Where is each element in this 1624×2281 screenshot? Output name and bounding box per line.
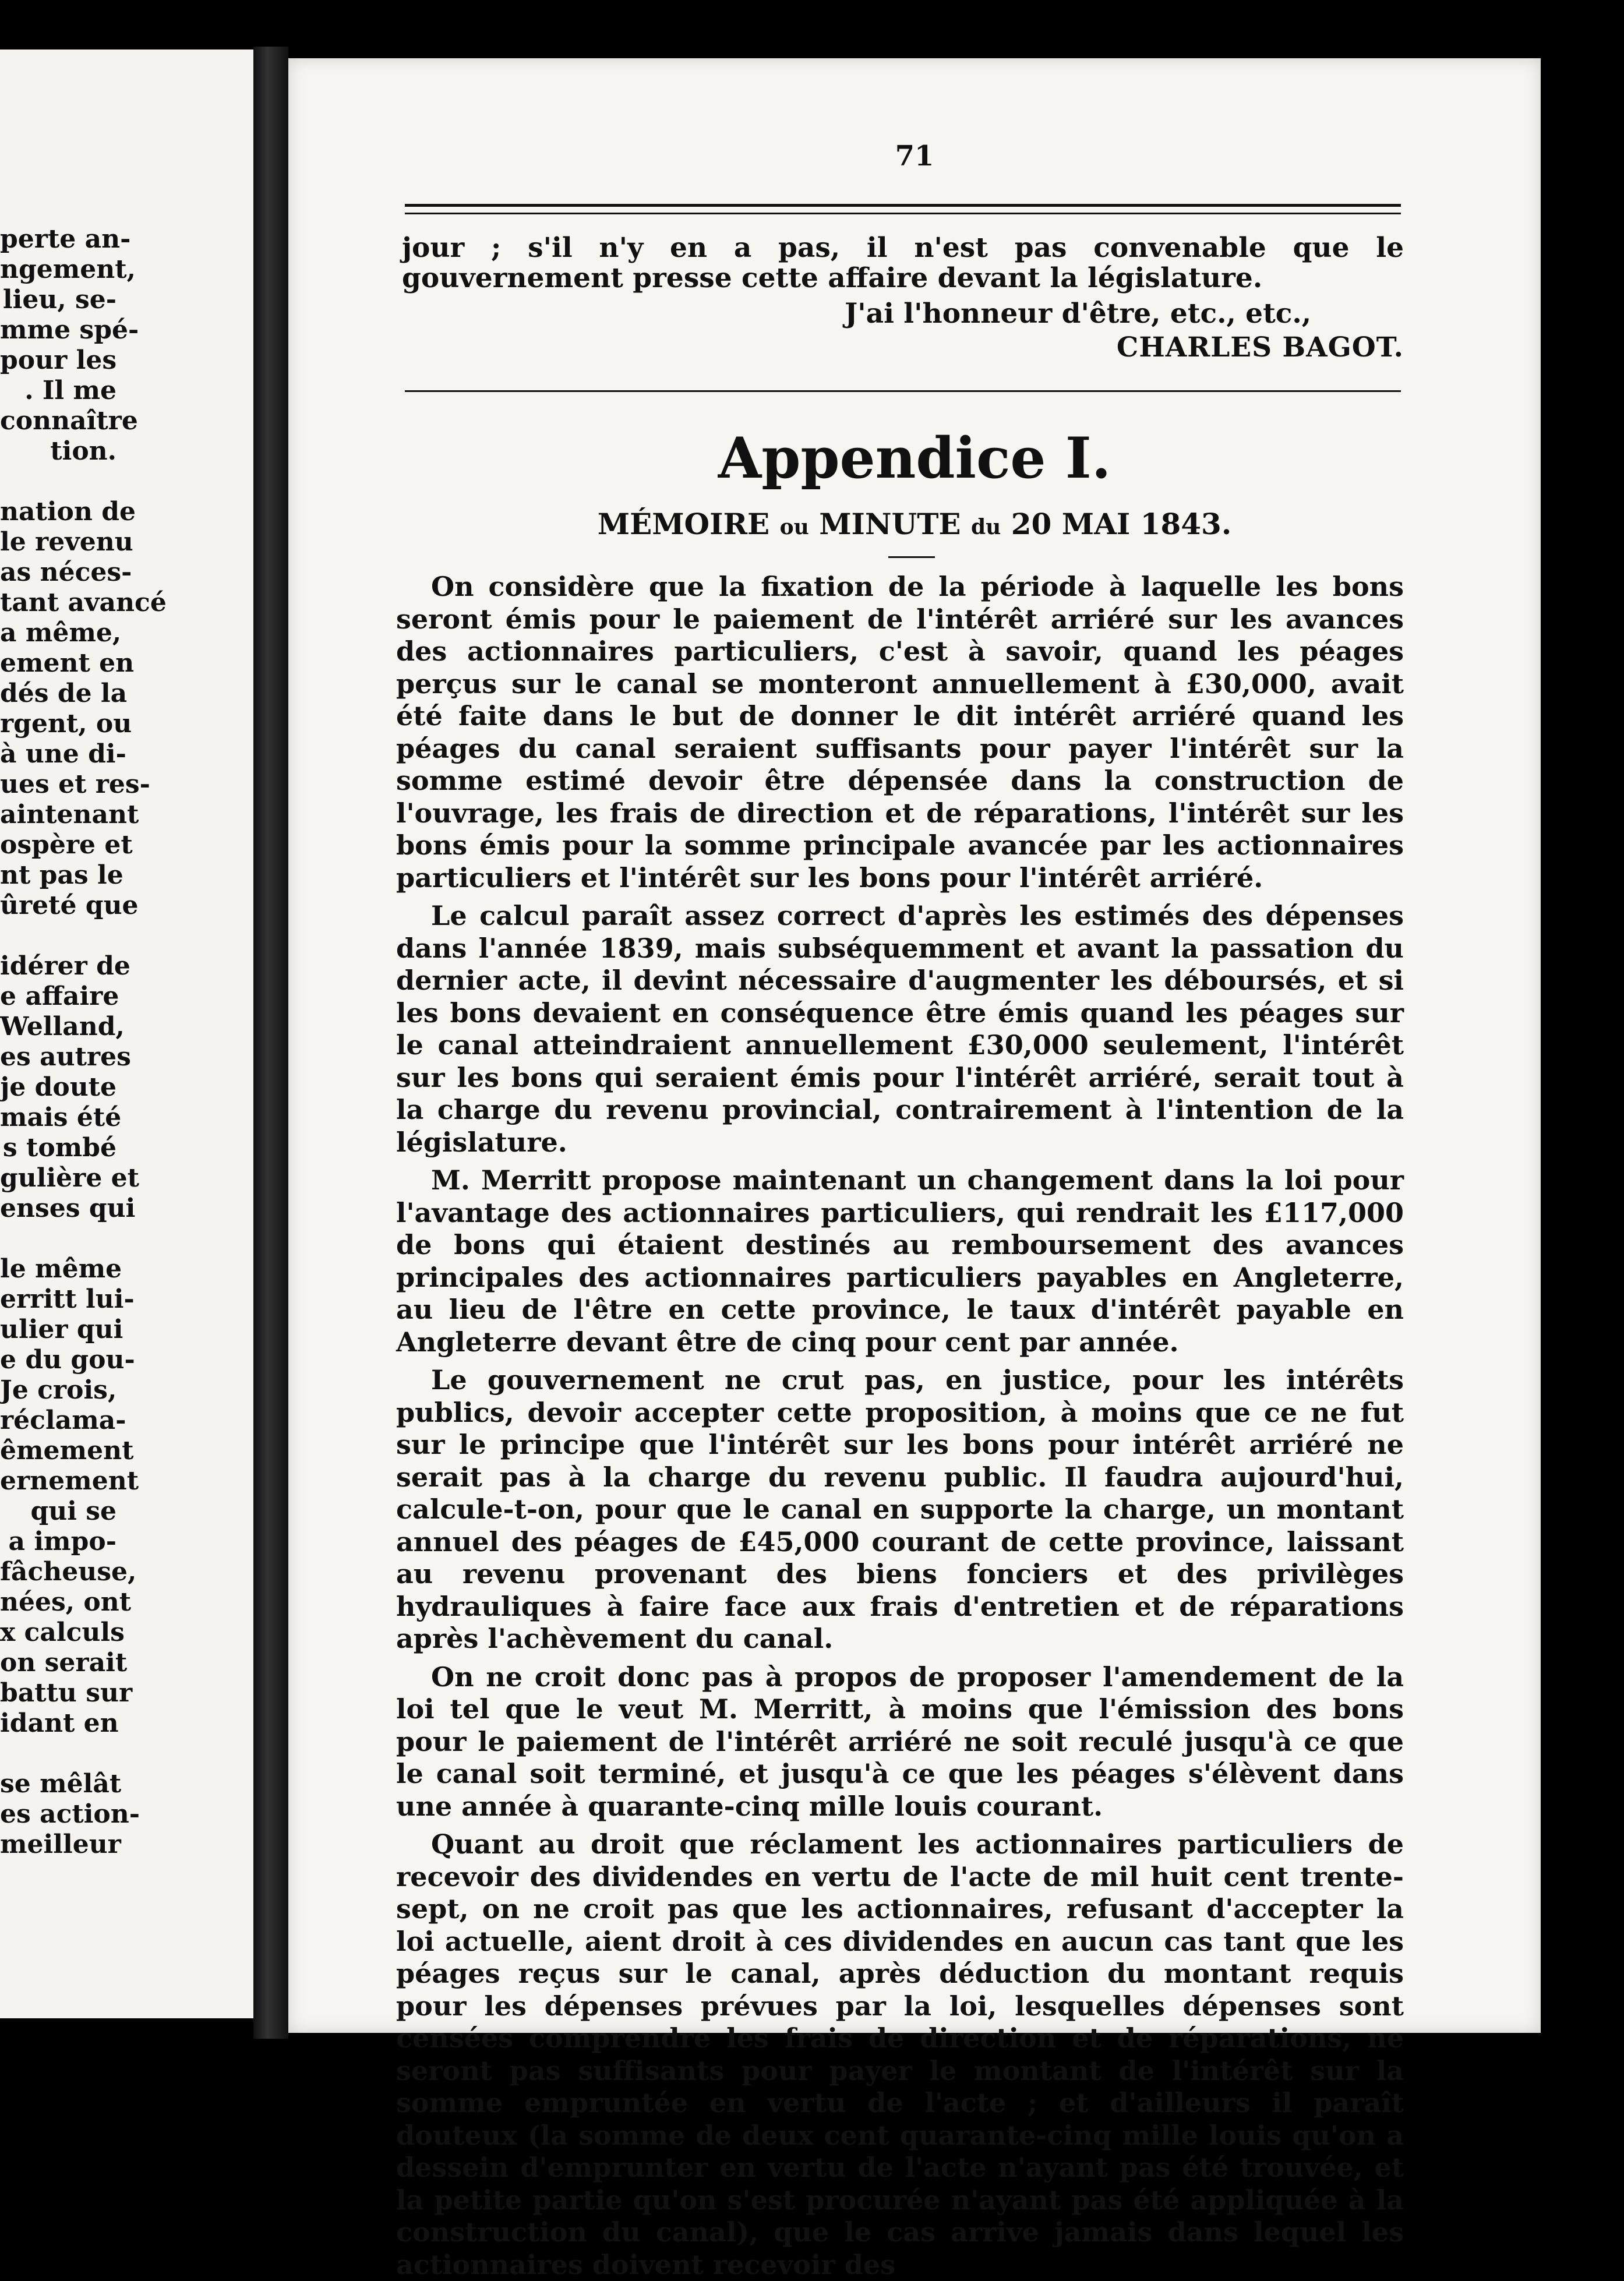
left-page-line: ngement,: [0, 255, 136, 284]
paragraph: On ne croit donc pas à propos de proposer l'amendement de la loi tel que le veut M. Merritt, à moins que l'émission des bons pour le paiement de l'intérêt arriéré ne soit reculé jusqu'à ce que le canal soit terminé, et jusqu'à ce que les péages s'élèvent dans une année à quarante-cinq mille louis courant.: [396, 1661, 1404, 1822]
left-facing-page: [0, 50, 255, 2018]
left-page-line: a impo-: [8, 1527, 116, 1556]
left-page-line: enses qui: [0, 1194, 136, 1223]
subtitle-memoire: MÉMOIRE: [597, 507, 770, 541]
letter-closing-text: jour ; s'il n'y en a pas, il n'est pas convenable que le gouvernement presse cette affaire devant la législature.: [402, 232, 1404, 294]
left-page-line: Je crois,: [0, 1375, 117, 1405]
left-page-line: ues et res-: [0, 769, 150, 799]
left-page-line: es autres: [0, 1042, 131, 1072]
left-page-line: . Il me: [24, 376, 116, 405]
left-page-line: es action-: [0, 1799, 140, 1829]
left-page-line: e affaire: [0, 981, 119, 1011]
left-page-line: tant avancé: [0, 588, 167, 617]
left-page-line: aintenant: [0, 800, 139, 829]
short-divider: [888, 556, 935, 558]
book-spine: [253, 47, 288, 2039]
left-page-line: nt pas le: [0, 860, 123, 890]
left-page-line: [0, 467, 116, 497]
section-rule: [405, 390, 1401, 392]
left-page-line: on serait: [0, 1648, 128, 1678]
paragraph: Le calcul paraît assez correct d'après les estimés des dépenses dans l'année 1839, mais subséquemment et avant la passation du dernier acte, il devint nécessaire d'augmenter les déboursés, et si les bons devaient en conséquence être émis quand les péages sur le canal atteindraient annuellement £30,000 seulement, l'intérêt sur les bons qui seraient émis pour l'intérêt arriéré, serait tout à la charge du revenu provincial, contrairement à l'intention de la législature.: [396, 900, 1404, 1158]
page-number: 71: [895, 140, 934, 172]
header-double-rule: [405, 204, 1401, 214]
left-page-line: rgent, ou: [0, 709, 132, 739]
left-page-line: [0, 921, 116, 951]
left-page-line: ernement: [0, 1466, 139, 1496]
left-page-line: a même,: [0, 618, 122, 648]
appendix-subtitle: [288, 507, 1541, 541]
appendix-body: [396, 571, 1404, 2281]
left-page-line: meilleur: [0, 1830, 121, 1859]
subtitle-date: 20 MAI 1843.: [1011, 507, 1232, 541]
left-page-line: [0, 1739, 116, 1769]
left-page-line: x calculs: [0, 1618, 125, 1647]
signature: CHARLES BAGOT.: [1116, 331, 1404, 363]
left-page-line: gulière et: [0, 1163, 139, 1193]
left-page-line: battu sur: [0, 1678, 133, 1708]
left-page-line: ûreté que: [0, 891, 139, 920]
left-page-line: ulier qui: [0, 1315, 123, 1344]
left-page-line: tion.: [50, 436, 116, 466]
left-page-text: [0, 224, 167, 1860]
appendix-title: Appendice I.: [718, 425, 1111, 491]
left-page-line: fâcheuse,: [0, 1557, 137, 1587]
left-page-line: nées, ont: [0, 1587, 132, 1617]
left-page-line: le même: [0, 1254, 122, 1284]
left-page-line: connaître: [0, 406, 138, 436]
left-page-line: ement en: [0, 648, 135, 678]
left-page-line: e du gou-: [0, 1345, 135, 1375]
left-page-line: à une di-: [0, 739, 126, 769]
left-page-line: dés de la: [0, 679, 128, 708]
left-page-line: êmement: [0, 1436, 134, 1466]
left-page-line: idant en: [0, 1708, 119, 1738]
left-page-line: idérer de: [0, 951, 130, 981]
letter-closing: [402, 297, 1404, 365]
left-page-line: perte an-: [0, 224, 131, 254]
left-page-line: nation de: [0, 497, 136, 527]
left-page-line: je doute: [0, 1072, 116, 1102]
left-page-line: mme spé-: [0, 315, 139, 345]
left-page-line: lieu, se-: [2, 285, 116, 315]
paragraph: Le gouvernement ne crut pas, en justice, pour les intérêts publics, devoir accepter cette proposition, à moins que ce ne fut sur le principe que l'intérêt sur les bons pour intérêt arriéré ne serait pas à la charge du revenu public. Il faudra aujourd'hui, calcule-t-on, pour que le canal en supporte la charge, un montant annuel des péages de £45,000 courant de cette province, laissant au revenu provenant des biens fonciers et des privilèges hydrauliques à faire face aux frais d'entretien et de réparations après l'achèvement du canal.: [396, 1364, 1404, 1654]
left-page-line: erritt lui-: [0, 1284, 135, 1314]
salutation: J'ai l'honneur d'être, etc., etc.,: [845, 298, 1312, 330]
left-page-line: pour les: [0, 345, 117, 375]
left-page-line: mais été: [0, 1103, 122, 1132]
left-page-line: ospère et: [0, 830, 133, 860]
subtitle-du: du: [970, 515, 1001, 539]
paragraph: Quant au droit que réclament les actionnaires particuliers de recevoir des dividendes en vertu de l'acte de mil huit cent trente-sept, on ne croit pas que les actionnaires, refusant d'accepter la loi actuelle, aient droit à ces dividendes en aucun cas tant que les péages reçus sur le canal, après déduction du montant requis pour les dépenses prévues par la loi, lesquelles dépenses sont censées comprendre les frais de direction et de réparations, ne seront pas suffisants pour payer le montant de l'intérêt sur la somme empruntée en vertu de l'acte ; et d'ailleurs il paraît douteux (la somme de deux cent quarante-cinq mille louis qu'on a dessein d'emprunter en vertu de l'acte n'ayant pas été trouvée, et la petite partie qu'on s'est procurée n'ayant pas été appliquée à la construction du canal), que le cas arrive jamais dans lequel les actionnaires doivent recevoir des: [396, 1828, 1404, 2280]
left-page-line: Welland,: [0, 1012, 125, 1041]
paragraph: On considère que la fixation de la période à laquelle les bons seront émis pour le paiement de l'intérêt arriéré sur les avances des actionnaires particuliers, c'est à savoir, quand les péages perçus sur le canal se monteront annuellement à £30,000, avait été faite dans le but de donner le dit intérêt arriéré quand les péages du canal seraient suffisants pour payer l'intérêt sur la somme estimé devoir être dépensée dans la construction de l'ouvrage, les frais de direction et de réparations, l'intérêt sur les bons émis pour la somme principale avancée par les actionnaires particuliers et l'intérêt sur les bons pour l'intérêt arriéré.: [396, 571, 1404, 894]
left-page-line: qui se: [30, 1496, 116, 1526]
left-page-line: as néces-: [0, 557, 132, 587]
main-page: [288, 58, 1541, 2280]
left-page-line: [0, 1224, 116, 1254]
left-page-line: se mêlât: [0, 1769, 122, 1799]
left-page-line: le revenu: [0, 527, 133, 557]
left-page-line: s tombé: [2, 1133, 116, 1163]
subtitle-ou: ou: [779, 515, 809, 539]
paragraph: M. Merritt propose maintenant un changement dans la loi pour l'avantage des actionnaires particuliers, qui rendrait les £117,000 de bons qui étaient destinés au remboursement des avances principales des actionnaires particuliers payables en Angleterre, au lieu de l'être en cette province, le taux d'intérêt payable en Angleterre devant être de cinq pour cent par année.: [396, 1164, 1404, 1358]
subtitle-minute: MINUTE: [819, 507, 961, 541]
left-page-line: réclama-: [0, 1406, 126, 1435]
